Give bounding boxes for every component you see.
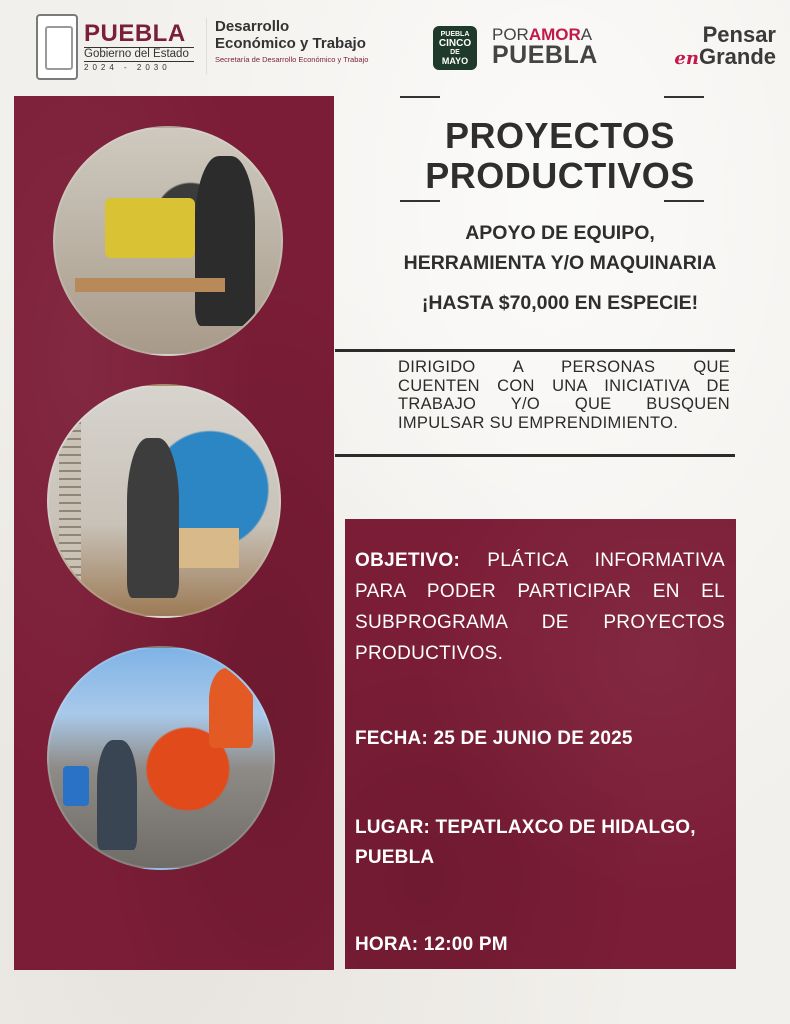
- mill-hopper-shape: [209, 668, 253, 748]
- pensar-grande: Grande: [698, 44, 776, 69]
- pensar-en-grande-logo: [646, 24, 776, 70]
- puebla-government-logo: [84, 22, 194, 72]
- top-rule-left: [400, 96, 440, 98]
- cinco-de-mayo-logo: [433, 26, 477, 70]
- person-figure-2: [127, 438, 179, 598]
- pensar-top: Pensar: [702, 22, 776, 47]
- program-subtitle: [370, 218, 750, 278]
- title-line1: PROYECTOS: [445, 115, 675, 156]
- sde-subtitle: Secretaría de Desarrollo Económico y Trabajo: [215, 55, 369, 64]
- puebla-logo-years: 2024 - 2030: [84, 63, 171, 72]
- poramor-a: A: [580, 25, 593, 44]
- event-time: HORA: 12:00 PM: [355, 934, 508, 955]
- dirigido-line4: IMPULSAR SU EMPRENDIMIENTO.: [398, 413, 679, 432]
- mid-rule-left: [400, 200, 440, 202]
- poramor-puebla: PUEBLA: [492, 41, 598, 69]
- rack-shape: [59, 416, 81, 586]
- sde-logo: [206, 18, 418, 74]
- rule-above-dirigido: [335, 349, 735, 352]
- event-place-line2: PUEBLA: [355, 847, 435, 868]
- puebla-logo-name: PUEBLA: [84, 20, 186, 47]
- support-amount: ¡HASTA $70,000 EN ESPECIE!: [421, 292, 699, 314]
- top-rule-right: [664, 96, 704, 98]
- cinco-line4: MAYO: [441, 55, 469, 66]
- photo-orange-mill-man: [47, 646, 275, 870]
- photo-blue-machine-woman: [47, 384, 281, 618]
- event-date: FECHA: 25 DE JUNIO DE 2025: [355, 728, 633, 749]
- poramor-amor: AMOR: [528, 25, 581, 44]
- mid-rule-right: [664, 200, 704, 202]
- event-details-panel: [345, 519, 736, 969]
- por-amor-a-puebla-logo: [492, 26, 622, 67]
- pensar-en: en: [674, 48, 699, 69]
- puebla-logo-subtitle: Gobierno del Estado: [84, 47, 194, 62]
- sde-title-line1: Desarrollo: [215, 18, 290, 35]
- subtitle-line2: HERRAMIENTA Y/O MAQUINARIA: [403, 252, 717, 274]
- blue-barrel-shape: [63, 766, 89, 806]
- box-shape: [179, 528, 239, 568]
- person-figure-1: [195, 156, 255, 326]
- miter-saw-shape: [105, 198, 195, 258]
- dirigido-line3: TRABAJO Y/O QUE BUSQUEN: [398, 395, 730, 413]
- person-figure-3: [97, 740, 137, 850]
- dirigido-line2: CUENTEN CON UNA INICIATIVA DE: [398, 376, 730, 395]
- photo-miter-saw-worker: [53, 126, 283, 356]
- cinco-line2: CINCO: [438, 37, 472, 49]
- header-logos: [0, 0, 790, 90]
- state-seal-icon: [36, 14, 78, 80]
- subtitle-line1: APOYO DE EQUIPO,: [465, 222, 655, 244]
- event-place-line1: LUGAR: TEPATLAXCO DE HIDALGO,: [355, 817, 696, 838]
- sde-title-line2: Económico y Trabajo: [215, 35, 366, 52]
- poramor-por: POR: [492, 25, 529, 44]
- cinco-line1: PUEBLA: [440, 30, 470, 38]
- workbench-shape: [75, 278, 225, 292]
- dirigido-line1: DIRIGIDO A PERSONAS QUE: [398, 358, 730, 376]
- rule-below-dirigido: [335, 454, 735, 457]
- objetivo-label: OBJETIVO:: [355, 550, 461, 571]
- title-line2: PRODUCTIVOS: [425, 155, 695, 196]
- program-title: [380, 116, 740, 196]
- target-audience-text: [398, 358, 730, 432]
- objetivo-paragraph: [355, 545, 725, 669]
- objetivo-text: PLÁTICA INFORMATIVA PARA PODER PARTICIPAR EN EL SUBPROGRAMA DE PROYECTOS PRODUCTIVOS.: [355, 550, 725, 664]
- cinco-line3: DE: [450, 48, 460, 56]
